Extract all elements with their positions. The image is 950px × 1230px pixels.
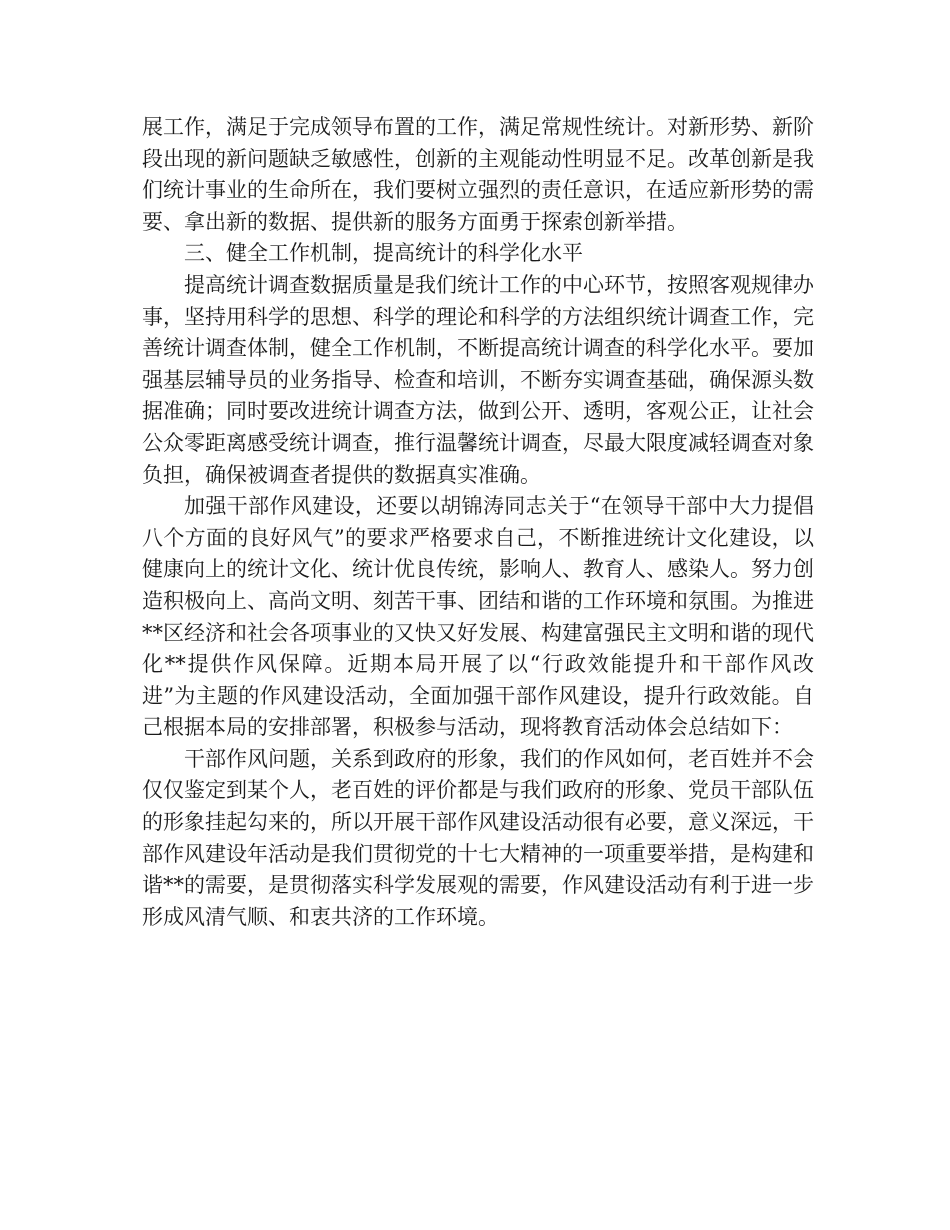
document-page — [142, 112, 814, 933]
paragraph-continuation: 展工作，满足于完成领导布置的工作，满足常规性统计。对新形势、新阶段出现的新问题缺乏敏感性，创新的主观能动性明显不足。改革创新是我们统计事业的生命所在，我们要树立强烈的责任意识，在适应新形势的需要、拿出新的数据、提供新的服务方面勇于探索创新举措。 — [142, 115, 814, 234]
paragraph-government-image: 干部作风问题，关系到政府的形象，我们的作风如何，老百姓并不会仅仅鉴定到某个人，老百姓的评价都是与我们政府的形象、党员干部队伍的形象挂起勾来的，所以开展干部作风建设活动很有必要，意义深远，干部作风建设年活动是我们贯彻党的十七大精神的一项重要举措，是构建和谐**的需要，是贯彻落实科学发展观的需要，作风建设活动有利于进一步形成风清气顺、和衷共济的工作环境。 — [142, 746, 814, 929]
paragraph-data-quality: 提高统计调查数据质量是我们统计工作的中心环节，按照客观规律办事，坚持用科学的思想、科学的理论和科学的方法组织统计调查工作，完善统计调查体制，健全工作机制，不断提高统计调查的科学化水平。要加强基层辅导员的业务指导、检查和培训，不断夯实调查基础，确保源头数据准确；同时要改进统计调查方法，做到公开、透明，客观公正，让社会公众零距离感受统计调查，推行温馨统计调查，尽最大限度减轻调查对象负担，确保被调查者提供的数据真实准确。 — [142, 272, 814, 487]
section-heading: 三、健全工作机制，提高统计的科学化水平 — [184, 241, 583, 266]
paragraph-work-style: 加强干部作风建设，还要以胡锦涛同志关于“在领导干部中大力提倡八个方面的良好风气”的要求严格要求自己，不断推进统计文化建设，以健康向上的统计文化、统计优良传统，影响人、教育人、感染人。努力创造积极向上、高尚文明、刻苦干事、团结和谐的工作环境和氛围。为推进**区经济和社会各项事业的又快又好发展、构建富强民主文明和谐的现代化**提供作风保障。近期本局开展了以“行政效能提升和干部作风改进”为主题的作风建设活动，全面加强干部作风建设，提升行政效能。自己根据本局的安排部署，积极参与活动，现将教育活动体会总结如下： — [142, 494, 814, 740]
